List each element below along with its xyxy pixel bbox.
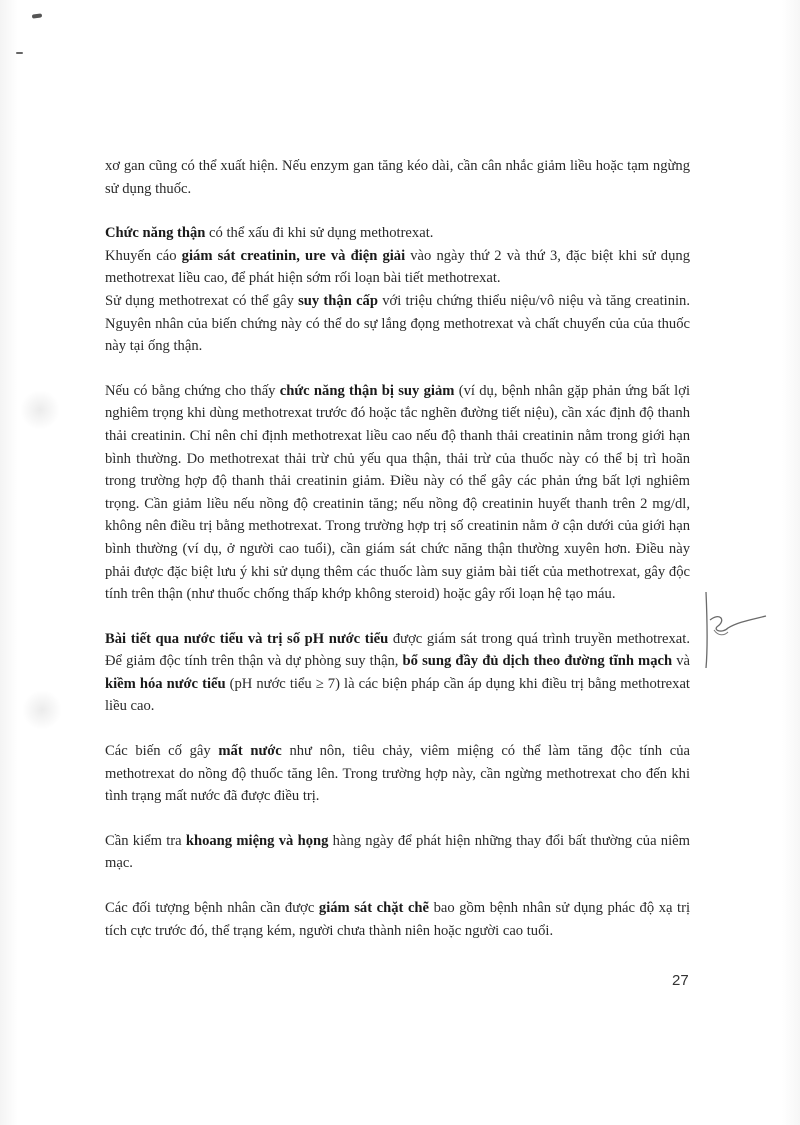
- binder-hole-shadow: [20, 390, 60, 430]
- paragraph: xơ gan cũng có thể xuất hiện. Nếu enzym gan tăng kéo dài, cần cân nhắc giảm liều hoặc tạm ngừng sử dụng thuốc.: [105, 158, 690, 197]
- paragraph: Sử dụng methotrexat có thể gây suy thận cấp với triệu chứng thiểu niệu/vô niệu và tăng creatinin. Nguyên nhân của biến chứng này có thể do sự lắng đọng methotrexat và chất chuyển của của thuốc này tại ống thận.: [105, 292, 690, 355]
- paragraph: Các biến cố gây mất nước như nôn, tiêu chảy, viêm miệng có thể làm tăng độc tính của methotrexat do nồng độ thuốc tăng lên. Trong trường hợp này, cần ngừng methotrexat cho đến khi tình trạng mất nước đã được điều trị.: [105, 743, 690, 805]
- paragraph: Cần kiểm tra khoang miệng và họng hàng ngày để phát hiện những thay đổi bất thường của niêm mạc.: [105, 832, 690, 872]
- binder-hole-shadow: [22, 690, 62, 730]
- scan-mark: [32, 13, 42, 18]
- paragraph: Bài tiết qua nước tiểu và trị số pH nước tiểu được giám sát trong quá trình truyền methotrexat. Để giảm độc tính trên thận và dự phòng suy thận, bổ sung đầy đủ dịch theo đường tĩnh mạch và kiềm hóa nước tiểu (pH nước tiểu ≥ 7) là các biện pháp cần áp dụng khi điều trị bằng methotrexat liều cao.: [105, 630, 690, 715]
- paragraph: Nếu có bằng chứng cho thấy chức năng thận bị suy giảm (ví dụ, bệnh nhân gặp phản ứng bất lợi nghiêm trọng khi dùng methotrexat trước đó hoặc tắc nghẽn đường tiết niệu), cần xác định độ thanh thải creatinin. Chỉ nên chỉ định methotrexat liều cao nếu độ thanh thải creatinin nằm trong giới hạn bình thường. Do methotrexat thải trừ chủ yếu qua thận, thải trừ của thuốc này có thể bị trì hoãn trong trường hợp độ thanh thải creatinin giảm. Điều này có thể gây các phản ứng bất lợi nghiêm trọng. Cần giảm liều nếu nồng độ creatinin tăng; nếu nồng độ creatinin huyết thanh trên 2 mg/dl, không nên điều trị bằng methotrexat. Trong trường hợp trị số creatinin nằm ở cận dưới của giới hạn bình thường (ví dụ, ở người cao tuổi), cần giám sát chức năng thận thường xuyên hơn. Điều này phải được đặc biệt lưu ý khi sử dụng thêm các thuốc làm suy giảm bài tiết của methotrexat, gây độc tính trên thận (như thuốc chống thấp khớp không steroid) hoặc gây rối loạn hệ tạo máu.: [105, 382, 690, 603]
- paragraph: Khuyến cáo giám sát creatinin, ure và điện giải vào ngày thứ 2 và thứ 3, đặc biệt khi sử dụng methotrexat liều cao, để phát hiện sớm rối loạn bài tiết methotrexat.: [105, 247, 690, 287]
- handwritten-initials: [698, 590, 768, 670]
- paragraph: Các đối tượng bệnh nhân cần được giám sát chặt chẽ bao gồm bệnh nhân sử dụng phác độ xạ trị tích cực trước đó, thể trạng kém, người chưa thành niên hoặc người cao tuổi.: [105, 900, 690, 939]
- page-number: 27: [672, 972, 689, 989]
- paragraph: Chức năng thận có thể xấu đi khi sử dụng methotrexat.: [105, 225, 434, 242]
- scan-mark: [16, 52, 23, 54]
- document-body: [105, 155, 690, 964]
